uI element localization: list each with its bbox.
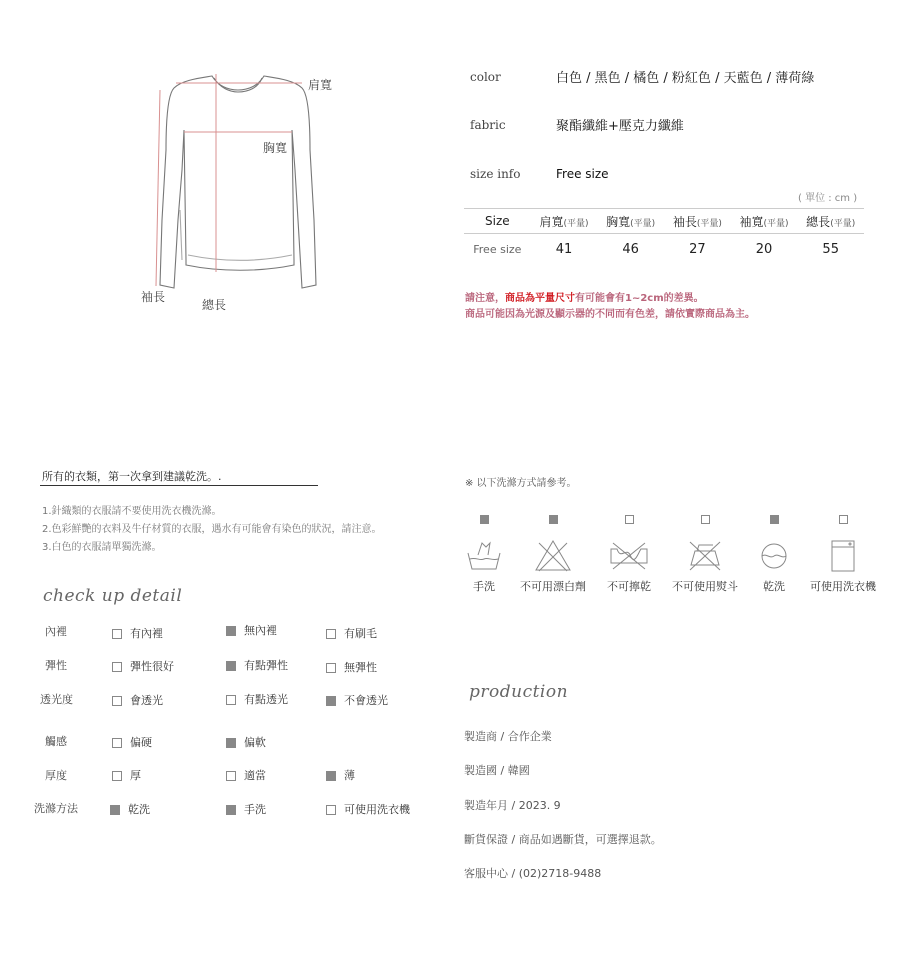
unit-note: ( 單位 : cm )	[798, 193, 858, 204]
wash-intro-item-2: 2.色彩鮮艷的衣料及牛仔材質的衣服，遇水有可能會有染色的狀況，請注意。	[42, 524, 382, 535]
check-thin: 薄	[326, 767, 355, 783]
check-medium: 適當	[226, 767, 266, 783]
care-indicator	[480, 515, 489, 524]
checkbox	[112, 662, 122, 672]
fabric-label: fabric	[470, 118, 506, 132]
check-row-label-elastic: 彈性	[45, 659, 67, 672]
checkbox	[112, 629, 122, 639]
care-item-no-wring: 不可擰乾	[589, 509, 669, 594]
notice-line-2: 商品可能因為光源及顯示器的不同而有色差，請依實際商品為主。	[465, 309, 755, 320]
check-dry-clean: 乾洗	[110, 801, 150, 817]
chest-col-header: 胸寬(平量)	[606, 214, 656, 229]
length-label: 總長	[202, 298, 227, 312]
shoulder-col-header: 肩寬(平量)	[539, 214, 589, 229]
check-row-label-touch: 觸感	[45, 735, 67, 748]
checkbox-checked	[326, 696, 336, 706]
check-touch-soft: 偏軟	[226, 734, 266, 750]
check-elastic-none: 無彈性	[326, 659, 377, 675]
size-info-value: Free size	[556, 167, 609, 181]
check-touch-hard: 偏硬	[112, 734, 152, 750]
check-lining-no: 無內裡	[226, 622, 277, 638]
checkbox-checked	[226, 626, 236, 636]
chest-cell: 46	[622, 241, 639, 257]
checkbox	[226, 695, 236, 705]
wash-intro-item-3: 3.白色的衣服請單獨洗滌。	[42, 542, 162, 553]
check-detail-title: check up detail	[43, 586, 183, 606]
checkbox	[112, 738, 122, 748]
size-cell: Free size	[473, 242, 522, 256]
check-row-label-washing: 洗滌方法	[34, 802, 78, 815]
check-lining-yes: 有內裡	[112, 625, 163, 641]
check-lining-fleece: 有刷毛	[326, 625, 377, 641]
color-label: color	[470, 70, 501, 84]
care-indicator	[770, 515, 779, 524]
check-row-label-lining: 內裡	[45, 625, 67, 638]
production-maker: 製造商 / 合作企業	[464, 730, 552, 743]
care-item-dry-clean: 乾洗	[734, 509, 814, 594]
washing-machine-icon	[823, 539, 863, 573]
wash-intro-underline	[40, 485, 318, 486]
check-machine: 可使用洗衣機	[326, 801, 410, 817]
shoulder-cell: 41	[555, 241, 573, 257]
checkbox	[112, 696, 122, 706]
wash-intro-item-1: 1.針織類的衣服請不要使用洗衣機洗滌。	[42, 506, 222, 517]
checkbox	[326, 805, 336, 815]
check-sheer-no: 不會透光	[326, 692, 388, 708]
no-bleach-icon	[533, 539, 573, 573]
checkbox-checked	[110, 805, 120, 815]
dry-clean-icon	[754, 539, 794, 573]
care-indicator	[839, 515, 848, 524]
checkbox	[226, 771, 236, 781]
checkbox-checked	[226, 805, 236, 815]
no-iron-icon	[685, 539, 725, 573]
care-item-washing-machine: 可使用洗衣機	[803, 509, 883, 594]
wash-intro-title: 所有的衣類，第一次拿到建議乾洗。.	[42, 470, 222, 483]
checkbox-checked	[226, 661, 236, 671]
size-col-header: Size	[485, 214, 510, 228]
production-country: 製造國 / 韓國	[464, 764, 530, 777]
sleeve-width-col-header: 袖寬(平量)	[739, 214, 789, 229]
sleeve-col-header: 袖長(平量)	[672, 214, 722, 229]
production-date: 製造年月 / 2023. 9	[464, 799, 561, 812]
checkbox	[326, 629, 336, 639]
checkbox-checked	[226, 738, 236, 748]
size-table	[464, 208, 864, 264]
length-cell: 55	[822, 241, 839, 257]
color-value: 白色 / 黑色 / 橘色 / 粉紅色 / 天藍色 / 薄荷綠	[556, 71, 815, 86]
check-sheer-some: 有點透光	[226, 691, 288, 707]
checkbox-checked	[326, 771, 336, 781]
check-row-label-thickness: 厚度	[45, 769, 67, 782]
fabric-value: 聚酯纖維+壓克力纖維	[556, 119, 684, 134]
check-sheer-yes: 會透光	[112, 692, 163, 708]
size-table-header	[464, 208, 864, 234]
care-intro: ※ 以下洗滌方式請參考。	[465, 478, 577, 489]
shoulder-label: 肩寬	[308, 78, 333, 92]
care-indicator	[701, 515, 710, 524]
check-elastic-some: 有點彈性	[226, 657, 288, 673]
sleeve-width-cell: 20	[755, 241, 773, 257]
care-indicator	[625, 515, 634, 524]
care-item-hand-wash: 手洗	[444, 509, 524, 594]
length-col-header: 總長(平量)	[806, 214, 856, 229]
no-wring-icon	[609, 539, 649, 573]
check-row-label-sheer: 透光度	[40, 693, 73, 706]
production-service: 客服中心 / (02)2718-9488	[464, 867, 602, 880]
garment-diagram	[130, 60, 340, 320]
hand-wash-icon	[464, 539, 504, 573]
care-item-no-iron: 不可使用熨斗	[665, 509, 745, 594]
production-guarantee: 斷貨保證 / 商品如遇斷貨，可選擇退款。	[464, 833, 662, 846]
check-thick: 厚	[112, 767, 141, 783]
checkbox	[112, 771, 122, 781]
production-title: production	[469, 682, 569, 702]
notice-emphasis: 商品為平量尺寸	[505, 293, 575, 304]
table-row	[464, 234, 864, 264]
care-indicator	[549, 515, 558, 524]
check-elastic-high: 彈性很好	[112, 658, 174, 674]
notice-line-1: 請注意，商品為平量尺寸有可能會有1~2cm的差異。	[465, 293, 704, 304]
chest-label: 胸寬	[263, 141, 288, 155]
size-info-label: size info	[470, 167, 521, 181]
sleeve-cell: 27	[689, 241, 706, 257]
sleeve-label: 袖長	[141, 290, 166, 304]
care-item-no-bleach: 不可用漂白劑	[513, 509, 593, 594]
check-hand-wash: 手洗	[226, 801, 266, 817]
checkbox	[326, 663, 336, 673]
